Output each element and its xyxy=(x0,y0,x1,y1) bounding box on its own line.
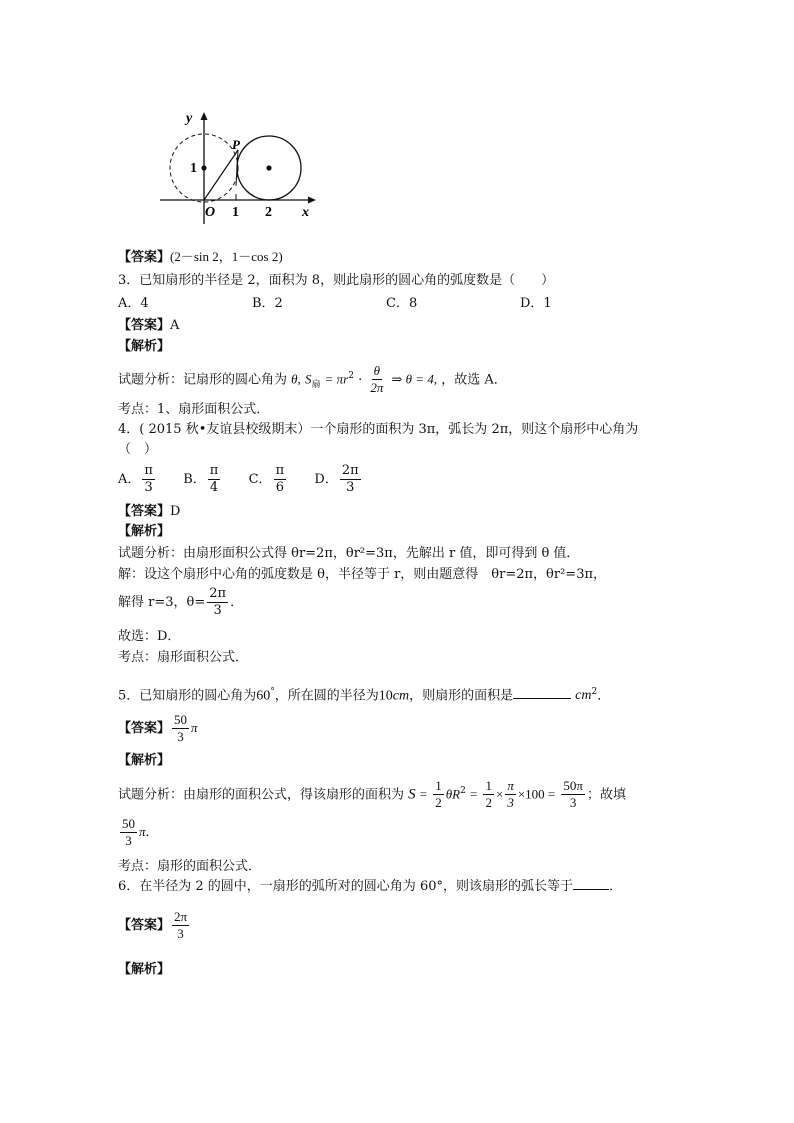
q4-solve-prefix: 解得 r=3，θ= xyxy=(118,595,206,610)
q4-option-a: A． $\frac{\pi}{3}$ xyxy=(118,463,153,495)
q4-option-b: B． $\frac{\pi}{4}$ xyxy=(183,463,219,495)
y-axis-arrow-icon xyxy=(201,112,208,120)
q3-frac-num: θ xyxy=(373,363,381,379)
q3-option-a: A．4 xyxy=(118,296,149,311)
q3-sq: 2 xyxy=(348,371,354,381)
q3-kaodian: 考点：1、扇形面积公式． xyxy=(118,402,270,417)
label-O: O xyxy=(205,205,216,220)
q3-option-d: D．1 xyxy=(520,296,552,311)
q3-frac-den: 2π xyxy=(370,380,384,396)
q3-eq: = πr xyxy=(324,371,349,387)
q3-S-sub: 扇 xyxy=(311,379,321,390)
label-P: P xyxy=(232,137,240,152)
q3-analysis-suffix: ，故选 A． xyxy=(441,372,507,388)
q6-analysis-tag: 【解析】 xyxy=(118,962,171,977)
q5-blank xyxy=(513,698,571,699)
q3-fraction xyxy=(368,363,385,396)
q4-answer: D xyxy=(170,504,181,519)
q3-option-b: B．2 xyxy=(252,296,283,311)
q4-kaodian: 考点：扇形面积公式． xyxy=(118,650,249,665)
q4-analysis-line1: 试题分析：由扇形面积公式得 θr=2π，θr²=3π，先解出 r 值，即可得到 θ 值． xyxy=(118,546,580,561)
q5-analysis-tag: 【解析】 xyxy=(118,753,171,768)
q6-stem: 6．在半径为 2 的圆中，一扇形的弧所对的圆心角为 60°，则该扇形的弧长等于 ． xyxy=(118,879,622,894)
q3-analysis: 试题分析：记扇形的圆心角为 θ, $S_扇 = \pi r^2$ · $\frac{\theta}{2\pi}$ ⇒ θ = 4, ，故选 A． xyxy=(118,363,507,396)
q2-answer-line xyxy=(118,248,283,267)
q3-options xyxy=(118,295,552,313)
q5-analysis: 试题分析：由扇形的面积公式，得该扇形的面积为 S = $\frac{1}{2}$ $\theta R^2$ = $\frac{1}{2}$ × $\frac{\pi}{3}$ ×100 = $\frac{50\pi}{3}$ ；故填 xyxy=(118,778,626,811)
q3-answer: A xyxy=(170,318,180,333)
q3-analysis-tag: 【解析】 xyxy=(118,339,171,354)
q5-stem: 5．已知扇形的圆心角为60°，所在圆的半径为10cm，则扇形的面积是 $cm^2$． xyxy=(118,687,611,704)
q4-answer-line xyxy=(118,503,180,521)
q3-analysis-prefix: 试题分析：记扇形的圆心角为 xyxy=(118,372,288,388)
q4-stem: 4．( 2015 秋•友谊县校级期末）一个扇形的面积为 3π，弧长为 2π，则这个扇形中心角为 xyxy=(118,422,639,437)
q3-option-c: C．8 xyxy=(386,296,418,311)
answer-tag: 【答案】 xyxy=(118,250,171,265)
answer-tag: 【答案】 xyxy=(118,504,171,519)
segment-OP xyxy=(204,150,238,200)
q2-answer: (2－sin 2，1－cos 2) xyxy=(170,249,283,264)
label-y: y xyxy=(186,111,193,126)
q6-blank xyxy=(573,889,609,890)
center-dot-right xyxy=(266,165,271,170)
tick-label-1x: 1 xyxy=(232,205,239,220)
answer-tag: 【答案】 xyxy=(118,318,171,333)
tick-label-2x: 2 xyxy=(265,205,272,220)
q4-choose: 故选：D． xyxy=(118,629,181,644)
answer-tag: 【答案】 xyxy=(118,918,171,933)
coordinate-figure xyxy=(140,106,330,230)
center-dot-left xyxy=(201,165,206,170)
x-axis-arrow-icon xyxy=(308,197,316,204)
q4-solve xyxy=(118,585,243,621)
q3-answer-line xyxy=(118,317,179,335)
q4-option-d: D． $\frac{2\pi}{3}$ xyxy=(314,463,359,495)
tick-label-1y: 1 xyxy=(190,161,197,176)
q5-kaodian: 考点：扇形的面积公式． xyxy=(118,859,262,874)
q5-fill: $\frac{50}{3}$ π． xyxy=(122,816,159,848)
q5-answer-line: 【答案】 $\frac{50}{3}$ π xyxy=(118,712,198,744)
q3-result: ⇒ θ = 4, xyxy=(391,371,438,387)
q4-paren: （ ） xyxy=(118,442,158,457)
q3-S: S xyxy=(304,371,312,387)
q4-option-c: C． $\frac{\pi}{6}$ xyxy=(248,463,285,495)
q4-options xyxy=(118,462,363,498)
label-x: x xyxy=(302,205,309,220)
q4-solve-fraction: $\frac{2\pi}{3}$ xyxy=(209,586,227,618)
q4-solve-suffix: ． xyxy=(230,595,244,610)
q4-analysis-line2: 解：设这个扇形中心角的弧度数是 θ，半径等于 r，则由题意得 θr=2π，θr²=3π， xyxy=(118,567,607,582)
q6-answer-line: 【答案】 $\frac{2\pi}{3}$ xyxy=(118,909,188,941)
q3-dot: · xyxy=(358,372,363,388)
answer-tag: 【答案】 xyxy=(118,721,171,736)
q4-analysis-tag: 【解析】 xyxy=(118,524,171,539)
q3-theta: θ xyxy=(291,371,298,387)
q3-stem: 3．已知扇形的半径是 2，面积为 8，则此扇形的圆心角的弧度数是（ ） xyxy=(118,273,555,288)
